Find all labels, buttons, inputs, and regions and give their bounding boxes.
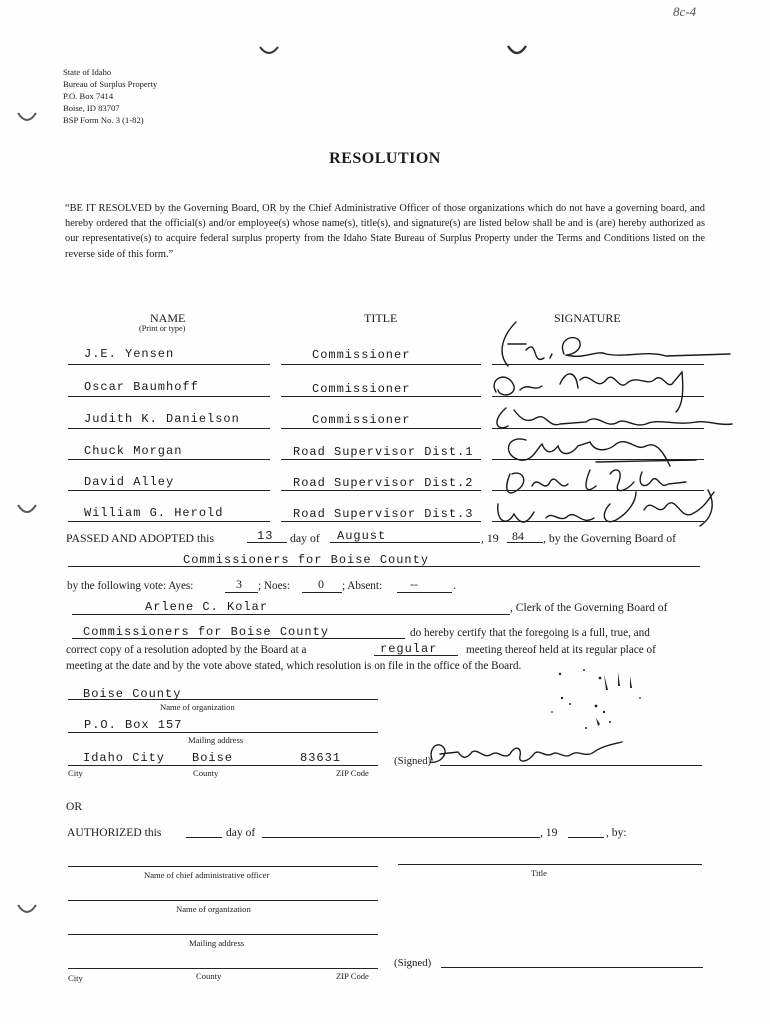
- adopted-year-line: [507, 542, 543, 543]
- rep-title-line: [281, 364, 481, 365]
- adopted-month-line: [330, 542, 480, 543]
- adopted-day-line: [247, 542, 287, 543]
- rep-name[interactable]: David Alley: [84, 475, 175, 489]
- noes-label: ; Noes:: [258, 580, 291, 592]
- auth-mailing-line[interactable]: [68, 934, 378, 935]
- city-caption: City: [68, 768, 83, 778]
- certify-line2-a: correct copy of a resolution adopted by the Board at a: [66, 644, 307, 656]
- rep-title[interactable]: Commissioner: [312, 413, 411, 427]
- governing-board-line: [68, 566, 700, 567]
- signature-chuck-morgan: [509, 439, 696, 466]
- vote-end: .: [453, 580, 456, 592]
- organization-name-line: [68, 699, 378, 700]
- auth-organization-line[interactable]: [68, 900, 378, 901]
- zip-value[interactable]: 83631: [300, 751, 342, 765]
- adopted-day[interactable]: 13: [257, 529, 274, 543]
- signature-j-e-yensen: [502, 322, 730, 366]
- header-line: State of Idaho: [63, 67, 112, 77]
- auth-county-caption: County: [196, 971, 222, 981]
- corner-handwritten-note: 8c-4: [673, 4, 697, 19]
- authorized-by: , by:: [606, 826, 627, 839]
- auth-organization-caption: Name of organization: [176, 904, 251, 914]
- rep-title-line: [281, 428, 481, 429]
- rep-title-line: [281, 490, 481, 491]
- passed-adopted-label: PASSED AND ADOPTED this: [66, 531, 215, 545]
- ayes-line: [225, 592, 258, 593]
- authorized-year-prefix: , 19: [540, 826, 558, 839]
- mailing-address[interactable]: P.O. Box 157: [84, 718, 183, 732]
- authorized-day-of: day of: [226, 826, 256, 839]
- rep-title-line: [281, 459, 481, 460]
- county-caption: County: [193, 768, 219, 778]
- header-line: Bureau of Surplus Property: [63, 79, 158, 89]
- rep-name[interactable]: William G. Herold: [84, 506, 224, 520]
- title-column-header: TITLE: [364, 311, 398, 325]
- punch-hole-mark: [16, 110, 38, 126]
- county-value[interactable]: Boise: [192, 751, 234, 765]
- handwritten-signatures: [486, 314, 736, 532]
- signature-william-g-herold: [498, 490, 714, 526]
- noes-line: [302, 592, 342, 593]
- chief-officer-line[interactable]: [68, 866, 378, 867]
- signed-label: (Signed): [394, 755, 432, 767]
- certified-board-line: [72, 638, 405, 639]
- organization-name-caption: Name of organization: [160, 702, 235, 712]
- or-divider: OR: [66, 800, 83, 813]
- clerk-signature: [418, 738, 638, 770]
- embossed-seal: [540, 668, 660, 738]
- resolution-paragraph: “BE IT RESOLVED by the Governing Board, OR by the Chief Administrative Officer of those organizations which do not have a governing board, and hereby ordered that the official(s) and/or employee(s) whose name(s), title(s), and signature(s) are listed below shall be and is (are) hereby authorized as our representative(s) to acquire federal surplus property from the Idaho State Bureau of Surplus Property under the Terms and Conditions listed on the reverse side of this form.”: [65, 203, 705, 260]
- rep-name[interactable]: Oscar Baumhoff: [84, 380, 199, 394]
- certify-text: do hereby certify that the foregoing is a full, true, and: [410, 627, 650, 639]
- agency-header: [63, 66, 157, 126]
- city-value[interactable]: Idaho City: [83, 751, 166, 765]
- rep-name[interactable]: J.E. Yensen: [84, 347, 175, 361]
- adopted-year[interactable]: 84: [512, 529, 524, 543]
- rep-title[interactable]: Commissioner: [312, 348, 411, 362]
- chief-officer-caption: Name of chief administrative officer: [144, 870, 270, 880]
- governing-board-name[interactable]: Commissioners for Boise County: [183, 553, 430, 567]
- rep-name-line: [68, 459, 270, 460]
- day-of-label: day of: [290, 531, 320, 545]
- clerk-label: , Clerk of the Governing Board of: [510, 601, 668, 614]
- certify-line3: meeting at the date and by the vote above stated, which resolution is on file in the office of the Board.: [66, 660, 522, 672]
- mailing-address-line: [68, 732, 378, 733]
- organization-name[interactable]: Boise County: [83, 687, 182, 701]
- vote-label: by the following vote: Ayes:: [67, 580, 194, 592]
- signature-judith-k-danielson: [497, 408, 732, 428]
- header-line: P.O. Box 7414: [63, 91, 114, 101]
- meeting-type[interactable]: regular: [380, 642, 438, 656]
- clerk-name[interactable]: Arlene C. Kolar: [145, 600, 269, 614]
- rep-name-line: [68, 521, 270, 522]
- rep-name-line: [68, 364, 270, 365]
- city-county-zip-line: [68, 765, 378, 766]
- auth-mailing-caption: Mailing address: [189, 938, 245, 948]
- rep-title[interactable]: Road Supervisor Dist.3: [293, 507, 474, 521]
- punch-hole-mark: [506, 43, 528, 59]
- rep-title-line: [281, 521, 481, 522]
- punch-hole-mark: [258, 43, 280, 59]
- absent-label: ; Absent:: [342, 580, 383, 592]
- clerk-name-line: [72, 614, 510, 615]
- authorized-day-line[interactable]: [186, 837, 222, 838]
- officer-title-line[interactable]: [398, 864, 702, 865]
- rep-name-line: [68, 396, 270, 397]
- signature-david-alley: [507, 470, 686, 493]
- adopted-month[interactable]: August: [337, 529, 387, 543]
- rep-name[interactable]: Judith K. Danielson: [84, 412, 240, 426]
- mailing-address-caption: Mailing address: [188, 735, 244, 745]
- signature-column-header: SIGNATURE: [554, 311, 621, 325]
- absent-count[interactable]: --: [410, 577, 418, 591]
- rep-title-line: [281, 396, 481, 397]
- document-title: RESOLUTION: [329, 150, 441, 167]
- header-line: Boise, ID 83707: [63, 103, 120, 113]
- name-column-header: NAME: [150, 311, 186, 325]
- auth-city-county-zip-line[interactable]: [68, 968, 378, 969]
- officer-title-caption: Title: [531, 868, 547, 878]
- rep-title[interactable]: Road Supervisor Dist.1: [293, 445, 474, 459]
- meeting-type-line: [374, 655, 458, 656]
- rep-name-line: [68, 490, 270, 491]
- auth-city-caption: City: [68, 973, 83, 983]
- header-line: BSP Form No. 3 (1-82): [63, 115, 144, 125]
- auth-zip-caption: ZIP Code: [336, 971, 369, 981]
- auth-signature-line[interactable]: [441, 967, 703, 968]
- punch-hole-mark: [16, 502, 38, 518]
- absent-line: [397, 592, 452, 593]
- rep-name[interactable]: Chuck Morgan: [84, 444, 183, 458]
- certify-line2-b: meeting thereof held at its regular place of: [466, 644, 656, 656]
- rep-name-line: [68, 428, 270, 429]
- year-prefix: , 19: [481, 531, 499, 545]
- zip-caption: ZIP Code: [336, 768, 369, 778]
- ayes-count[interactable]: 3: [236, 577, 242, 591]
- authorized-month-line[interactable]: [262, 837, 540, 838]
- rep-title[interactable]: Commissioner: [312, 382, 411, 396]
- governing-board-label: , by the Governing Board of: [543, 531, 677, 545]
- authorized-year-line[interactable]: [568, 837, 604, 838]
- noes-count[interactable]: 0: [318, 577, 324, 591]
- punch-hole-mark: [16, 902, 38, 918]
- certified-board-name[interactable]: Commissioners for Boise County: [83, 625, 330, 639]
- authorized-label: AUTHORIZED this: [67, 826, 162, 839]
- rep-title[interactable]: Road Supervisor Dist.2: [293, 476, 474, 490]
- signature-oscar-baumhoff: [494, 372, 683, 412]
- name-column-subheader: (Print or type): [139, 324, 186, 333]
- auth-signed-label: (Signed): [394, 957, 432, 969]
